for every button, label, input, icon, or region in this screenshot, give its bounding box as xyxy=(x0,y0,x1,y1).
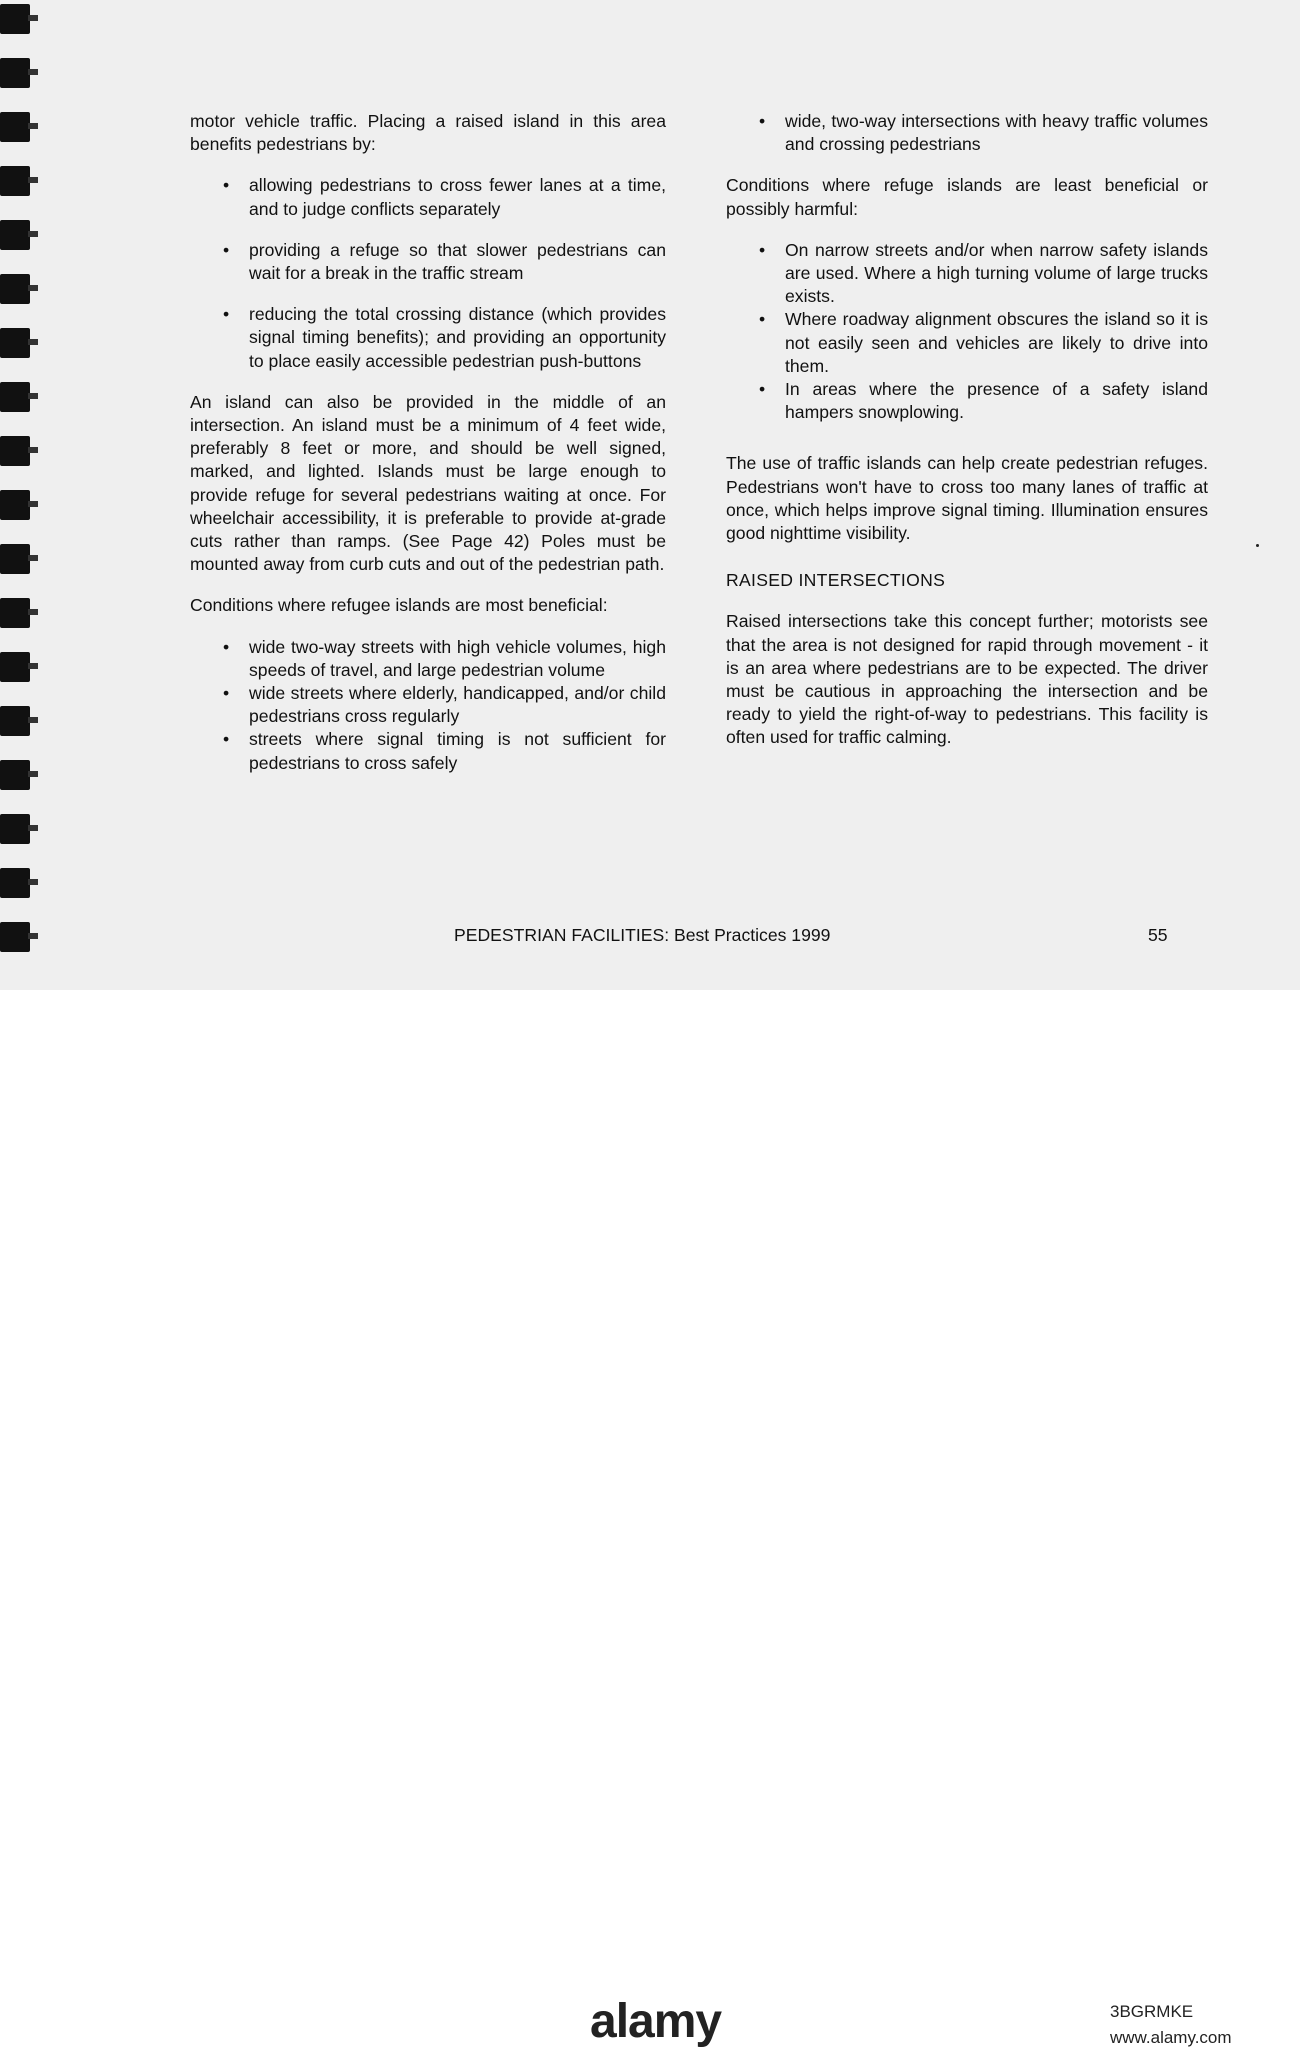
list-item: • allowing pedestrians to cross fewer lanes at a time, and to judge conflicts separately xyxy=(190,174,666,220)
list-item: • In areas where the presence of a safety island hampers snowplowing. xyxy=(726,378,1208,424)
harmful-intro: Conditions where refuge islands are least beneficial or possibly harmful: xyxy=(726,175,1208,219)
stock-watermark-bar xyxy=(0,990,1300,2048)
left-column xyxy=(190,110,666,793)
intro-paragraph: motor vehicle traffic. Placing a raised island in this area benefits pedestrians by: xyxy=(190,111,666,155)
binding-ring xyxy=(0,112,30,142)
binding-ring xyxy=(0,706,30,736)
binding-ring xyxy=(0,490,30,520)
stock-image-id: 3BGRMKE xyxy=(1110,2002,1194,2021)
benefits-list xyxy=(190,174,666,372)
binding-ring xyxy=(0,328,30,358)
traffic-islands-paragraph: The use of traffic islands can help create pedestrian refuges. Pedestrians won't have to cross too many lanes of traffic at once, which helps improve signal timing. Illumination ensures good nighttime visibility. xyxy=(726,453,1208,544)
ink-speck xyxy=(1256,544,1259,547)
binding-ring xyxy=(0,598,30,628)
island-paragraph: An island can also be provided in the middle of an intersection. An island must be a minimum of 4 feet wide, preferably 8 feet or more, and should be well signed, marked, and lighted. Islands must be large enough to provide refuge for several pedestrians waiting at once. For wheelchair accessibility, it is preferable to provide at-grade cuts rather than ramps. (See Page 42) Poles must be mounted away from curb cuts and out of the pedestrian path. xyxy=(190,391,666,575)
list-item: • wide streets where elderly, handicapped, and/or child pedestrians cross regularly xyxy=(190,682,666,728)
binding-ring xyxy=(0,58,30,88)
list-item: • reducing the total crossing distance (which provides signal timing benefits); and providing an opportunity to place easily accessible pedestrian push-buttons xyxy=(190,303,666,373)
document-page xyxy=(0,0,1300,990)
harmful-list xyxy=(726,239,1208,425)
binding-ring xyxy=(0,274,30,304)
raised-intersections-paragraph: Raised intersections take this concept further; motorists see that the area is not designed for rapid through movement - it is an area where pedestrians are to be expected. The driver must be cautious in approaching the intersection and be ready to yield the right-of-way to pedestrians. This facility is often used for traffic calming. xyxy=(726,611,1208,748)
list-item: • wide, two-way intersections with heavy traffic volumes and crossing pedestrians xyxy=(726,110,1208,156)
list-item: • On narrow streets and/or when narrow safety islands are used. Where a high turning volume of large trucks exists. xyxy=(726,239,1208,309)
binding-ring xyxy=(0,382,30,412)
list-item: • streets where signal timing is not sufficient for pedestrians to cross safely xyxy=(190,728,666,774)
binding-ring xyxy=(0,652,30,682)
binding-ring xyxy=(0,220,30,250)
stock-logo: alamy xyxy=(590,1995,722,2048)
binding-ring xyxy=(0,760,30,790)
beneficial-list-continued xyxy=(726,110,1208,156)
binding-ring xyxy=(0,436,30,466)
beneficial-intro: Conditions where refugee islands are most beneficial: xyxy=(190,595,608,616)
spiral-binding xyxy=(0,0,40,990)
binding-ring xyxy=(0,868,30,898)
page-number: 55 xyxy=(1148,925,1168,945)
footer-title: PEDESTRIAN FACILITIES: Best Practices 1999 xyxy=(454,925,831,945)
binding-ring xyxy=(0,814,30,844)
list-item: • providing a refuge so that slower pedestrians can wait for a break in the traffic stream xyxy=(190,239,666,285)
right-column xyxy=(726,110,1208,768)
list-item: • Where roadway alignment obscures the island so it is not easily seen and vehicles are likely to drive into them. xyxy=(726,308,1208,378)
section-heading: RAISED INTERSECTIONS xyxy=(726,570,946,591)
binding-ring xyxy=(0,166,30,196)
beneficial-list xyxy=(190,636,666,775)
binding-ring xyxy=(0,4,30,34)
binding-ring xyxy=(0,544,30,574)
stock-url: www.alamy.com xyxy=(1110,2028,1232,2047)
binding-ring xyxy=(0,922,30,952)
list-item: • wide two-way streets with high vehicle volumes, high speeds of travel, and large pedestrian volume xyxy=(190,636,666,682)
